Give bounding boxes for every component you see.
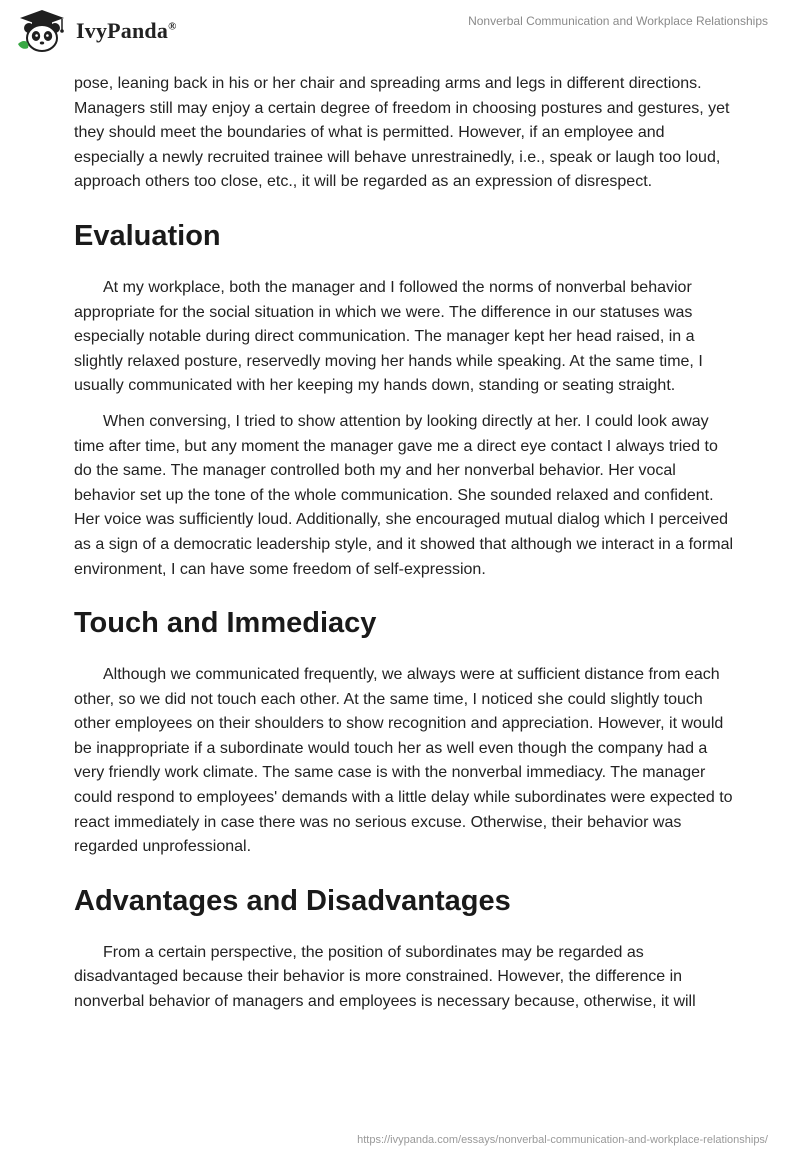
essay-content <box>74 72 734 1026</box>
brand-name: IvyPanda® <box>76 18 177 43</box>
heading-evaluation: Evaluation <box>74 219 221 252</box>
advantages-paragraph-1: From a certain perspective, the position of subordinates may be regarded as disadvantaged because their behavior is more constrained. However, the difference in nonverbal behavior of managers and employees is necessary because, otherwise, it will <box>74 943 696 1011</box>
evaluation-paragraph-2: When conversing, I tried to show attention by looking directly at her. I could look away time after time, but any moment the manager gave me a direct eye contact I always tried to do the same. The manager controlled both my and her nonverbal behavior. Her vocal behavior set up the tone of the whole communication. She sounded relaxed and confident. Her voice was sufficiently loud. Additionally, she encouraged mutual dialog which I perceived as a sign of a democratic leadership style, and it showed that although we interact in a formal environment, I can have some freedom of self-expression. <box>74 412 734 578</box>
evaluation-paragraph-1: At my workplace, both the manager and I followed the norms of nonverbal behavior appropriate for the social situation in which we were. The difference in our statuses was especially notable during direct communication. The manager kept her head raised, in a slightly relaxed posture, reservedly moving her hands while speaking. At the same time, I usually communicated with her keeping my hands down, standing or seating straight. <box>74 278 703 395</box>
ivypanda-logo[interactable] <box>14 8 177 54</box>
touch-paragraph-1: Although we communicated frequently, we always were at sufficient distance from each other, so we did not touch each other. At the same time, I noticed she could slightly touch other employees on their shoulders to show recognition and appreciation. However, it would be inappropriate if a subordinate would touch her as well even though the company had a very friendly work climate. The same case is with the nonverbal immediacy. The manager could respond to employees' demands with a little delay while subordinates were expected to react immediately in case there was no serious excuse. Otherwise, their behavior was regarded unprofessional. <box>74 666 733 856</box>
heading-advantages-and-disadvantages: Advantages and Disadvantages <box>74 884 511 917</box>
panda-graduate-icon <box>14 8 70 54</box>
intro-paragraph: pose, leaning back in his or her chair and spreading arms and legs in different directions. Managers still may enjoy a certain degree of freedom in choosing postures and gestures, yet they should meet the boundaries of what is permitted. However, if an employee and especially a newly recruited trainee will behave unrestrainedly, i.e., speak or laugh too loud, approach others too close, etc., it will be regarded as an expression of disrespect. <box>74 75 730 191</box>
heading-touch-and-immediacy: Touch and Immediacy <box>74 607 377 640</box>
document-title: Nonverbal Communication and Workplace Relationships <box>468 14 768 28</box>
source-url[interactable]: https://ivypanda.com/essays/nonverbal-communication-and-workplace-relationships/ <box>357 1134 768 1146</box>
registered-mark: ® <box>168 20 177 33</box>
page-header <box>0 0 800 60</box>
